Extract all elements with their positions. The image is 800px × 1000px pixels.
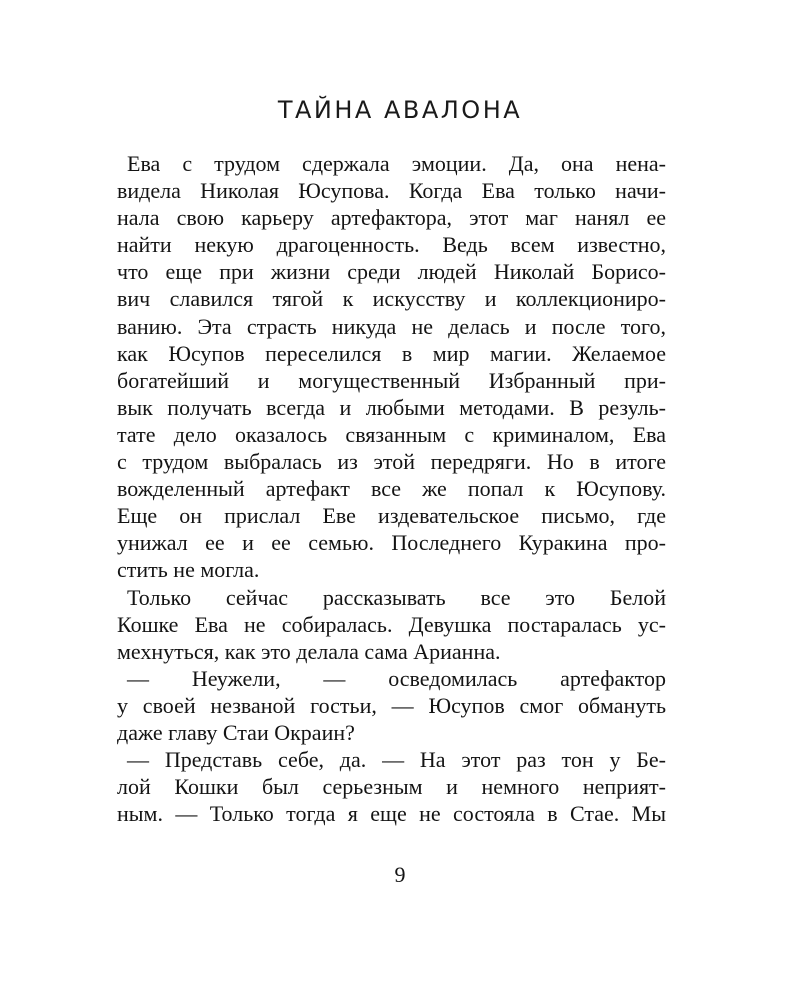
text-line: тате дело оказалось связанным с криминалом, Ева [117,421,666,447]
page-number: 9 [394,862,406,887]
text-line: что еще при жизни среди людей Николай Борисо- [117,259,666,285]
text-line: ванию. Эта страсть никуда не делась и после того, [117,313,666,339]
text-line: ным. — Только тогда я еще не состояла в Стае. Мы [117,801,666,827]
text-line: вожделенный артефакт все же попал к Юсупову. [117,476,666,502]
text-line: даже главу Стаи Окраин? [117,719,355,745]
text-line: у своей незваной гостьи, — Юсупов смог обмануть [117,692,666,718]
text-line: найти некую драгоценность. Ведь всем известно, [117,232,666,258]
paragraph-first-line: Только сейчас рассказывать все это Белой [127,584,666,610]
text-line: богатейший и могущественный Избранный при- [117,367,666,393]
text-line: стить не могла. [117,557,260,583]
paragraph-first-line: — Неужели, — осведомилась артефактор [127,665,666,691]
running-head: ТАЙНА АВАЛОНА [277,96,523,124]
text-line: видела Николая Юсупова. Когда Ева только начи- [117,178,666,204]
paragraph-first-line: — Представь себе, да. — На этот раз тон у Бе- [127,747,666,773]
paragraph-first-line: Ева с трудом сдержала эмоции. Да, она нена- [127,151,666,176]
text-line: мехнуться, как это делала сама Арианна. [117,638,501,664]
text-line: Еще он прислал Еве издевательское письмо, где [117,503,666,529]
text-line: унижал ее и ее семью. Последнего Куракина про- [117,530,666,556]
text-line: Кошке Ева не собиралась. Девушка постаралась ус- [117,611,666,637]
text-line: вык получать всегда и любыми методами. В резуль- [117,394,666,420]
text-line: как Юсупов переселился в мир магии. Желаемое [117,340,666,366]
text-line: лой Кошки был серьезным и немного неприят- [117,774,666,800]
body-text [117,150,666,827]
text-line: с трудом выбралась из этой передряги. Но в итоге [117,449,666,475]
text-line: вич славился тягой к искусству и коллекциониро- [117,286,666,312]
text-line: нала свою карьеру артефактора, этот маг нанял ее [117,205,666,231]
